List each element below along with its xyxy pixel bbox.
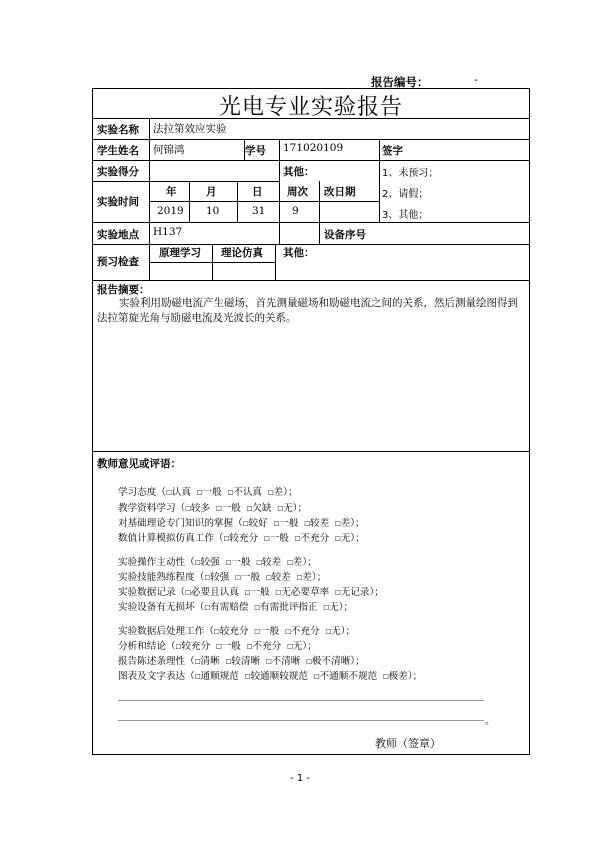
divider: [93, 280, 529, 281]
time-header-week: 周次: [287, 186, 308, 198]
note-item: 2、请假；: [382, 189, 429, 200]
divider: [237, 181, 238, 222]
divider: [149, 118, 150, 280]
divider: [319, 181, 320, 222]
comment-underline: [118, 720, 484, 721]
report-number-label: 报告编号：: [371, 75, 429, 89]
page-title: 光电专业实验报告: [218, 95, 403, 120]
divider: [93, 139, 529, 140]
line-end-period: 。: [485, 716, 495, 727]
comment-line: 实验技能熟练程度（☐较强 ☐一般 ☐较差 ☐差）；: [118, 572, 327, 583]
time-value-week[interactable]: 9: [292, 205, 299, 217]
comment-underline: [118, 700, 484, 701]
divider: [279, 139, 280, 244]
comment-line: 学习态度（☐认真 ☐一般 ☐不认真 ☐差）；: [118, 487, 298, 498]
signature-label: 签字: [382, 145, 403, 157]
time-header-year: 年: [166, 186, 177, 198]
comment-line: 实验数据记录（☐必要且认真 ☐一般 ☐无必要草率 ☐无记录）；: [118, 587, 384, 598]
device-label: 设备序号: [324, 229, 366, 241]
student-name-value[interactable]: 何锦鸿: [153, 144, 185, 156]
preview-item-simulation: 理论仿真: [221, 247, 263, 259]
report-number-value: -: [474, 73, 478, 86]
abstract-text-line: 实验利用励磁电流产生磁场，首先测量磁场和励磁电流之间的关系，然后测量绘图得到: [119, 297, 518, 309]
divider: [93, 451, 529, 452]
preview-other-label: 其他：: [283, 247, 315, 259]
divider: [93, 181, 279, 182]
experiment-name-label: 实验名称: [97, 124, 139, 136]
location-value[interactable]: H137: [153, 226, 183, 238]
comments-label: 教师意见或评语：: [97, 458, 181, 470]
divider: [275, 244, 276, 280]
comment-line: 报告陈述条理性（☐清晰 ☐较清晰 ☐不清晰 ☐极不清晰）；: [118, 656, 365, 667]
divider: [93, 160, 529, 161]
student-id-label: 学号: [245, 145, 266, 157]
comment-line: 分析和结论（☐较充分 ☐一般 ☐不充分 ☐无）；: [118, 641, 317, 652]
time-header-month: 月: [206, 186, 217, 198]
time-header-changed-date: 改日期: [324, 186, 356, 198]
page-number: - 1 -: [290, 773, 310, 784]
preview-label: 预习检查: [97, 256, 139, 268]
comment-line: 图表及文字表达（☐通顺规范 ☐较通顺较规范 ☐不通顺不规范 ☐极差）；: [118, 671, 423, 682]
score-label: 实验得分: [97, 166, 139, 178]
experiment-name-value[interactable]: 法拉第效应实验: [153, 123, 227, 135]
divider: [93, 222, 529, 223]
comment-line: 对基础理论专门知识的掌握（☐较好 ☐一般 ☐较差 ☐差）；: [118, 518, 365, 529]
abstract-label: 报告摘要：: [97, 284, 150, 296]
comment-line: 实验操作主动性（☐较强 ☐一般 ☐较差 ☐差）；: [118, 557, 317, 568]
note-item: 3、其他；: [382, 210, 429, 221]
student-id-value[interactable]: 171020109: [283, 142, 344, 154]
time-header-day: 日: [252, 186, 263, 198]
comment-line: 教学资料学习（☐较多 ☐一般 ☐欠缺 ☐无）；: [118, 503, 308, 514]
comment-line: 实验设备有无损坏（☐有需赔偿 ☐有需批评指正 ☐无）；: [118, 602, 354, 613]
student-name-label: 学生姓名: [97, 145, 139, 157]
time-value-day[interactable]: 31: [252, 205, 266, 217]
abstract-text-line: 法拉第旋光角与励磁电流及光波长的关系。: [97, 312, 297, 324]
divider: [319, 222, 320, 244]
divider: [379, 139, 380, 222]
preview-item-theory: 原理学习: [159, 247, 201, 259]
location-label: 实验地点: [97, 229, 139, 241]
note-item: 1、未预习；: [382, 168, 439, 179]
comment-line: 数值计算模拟仿真工作（☐较充分 ☐一般 ☐不充分 ☐无）；: [118, 533, 365, 544]
time-label: 实验时间: [97, 196, 139, 208]
divider: [212, 244, 213, 280]
divider: [149, 201, 379, 202]
time-value-month[interactable]: 10: [206, 205, 220, 217]
other-label: 其他：: [283, 166, 315, 178]
teacher-signature-label: 教师（签章）: [375, 737, 441, 750]
divider: [189, 181, 190, 222]
comment-line: 实验数据后处理工作（☐较充分 ☐一般 ☐不充分 ☐无）；: [118, 626, 356, 637]
time-value-year[interactable]: 2019: [157, 205, 184, 217]
